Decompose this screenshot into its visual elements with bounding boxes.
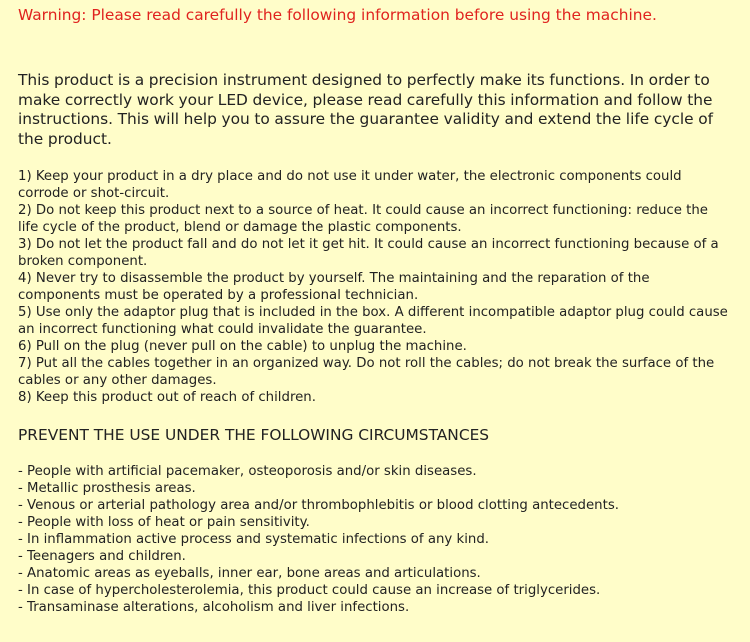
rule-item: 1) Keep your product in a dry place and do not use it under water, the electronic components could corrode or shot-circuit. xyxy=(18,169,682,202)
circumstance-item: - In inflammation active process and systematic infections of any kind. xyxy=(18,532,489,548)
circumstance-item: - Metallic prosthesis areas. xyxy=(18,481,196,497)
circumstance-item: - Transaminase alterations, alcoholism and liver infections. xyxy=(18,600,410,616)
circumstances-list xyxy=(18,463,732,616)
circumstance-item: - Venous or arterial pathology area and/or thrombophlebitis or blood clotting antecedents. xyxy=(18,498,619,514)
warning-text: Warning: Please read carefully the following information before using the machine. xyxy=(18,6,657,24)
rule-item: 5) Use only the adaptor plug that is included in the box. A different incompatible adaptor plug could cause an incorrect functioning what could invalidate the guarantee. xyxy=(18,305,728,338)
circumstance-item: - Teenagers and children. xyxy=(18,549,186,565)
rule-item: 2) Do not keep this product next to a source of heat. It could cause an incorrect functioning: reduce the life cycle of the product, blend or damage the plastic components. xyxy=(18,203,708,236)
circumstance-item: - People with loss of heat or pain sensitivity. xyxy=(18,515,310,531)
circumstances-heading: PREVENT THE USE UNDER THE FOLLOWING CIRCUMSTANCES xyxy=(18,426,490,445)
rules-list xyxy=(18,168,732,406)
circumstance-item: - People with artificial pacemaker, osteoporosis and/or skin diseases. xyxy=(18,464,477,480)
circumstance-item: - Anatomic areas as eyeballs, inner ear, bone areas and articulations. xyxy=(18,566,481,582)
intro-paragraph: This product is a precision instrument designed to perfectly make its functions. In order to make correctly work your LED device, please read carefully this information and follow the instructions. This will help you to assure the guarantee validity and extend the life cycle of the product. xyxy=(18,71,714,148)
circumstance-item: - In case of hypercholesterolemia, this product could cause an increase of triglycerides. xyxy=(18,583,601,599)
rule-item: 4) Never try to disassemble the product by yourself. The maintaining and the reparation of the components must be operated by a professional technician. xyxy=(18,271,650,304)
rule-item: 6) Pull on the plug (never pull on the cable) to unplug the machine. xyxy=(18,339,467,355)
rule-item: 8) Keep this product out of reach of children. xyxy=(18,390,316,406)
rule-item: 7) Put all the cables together in an organized way. Do not roll the cables; do not break the surface of the cables or any other damages. xyxy=(18,356,715,389)
rule-item: 3) Do not let the product fall and do not let it get hit. It could cause an incorrect functioning because of a broken component. xyxy=(18,237,719,270)
